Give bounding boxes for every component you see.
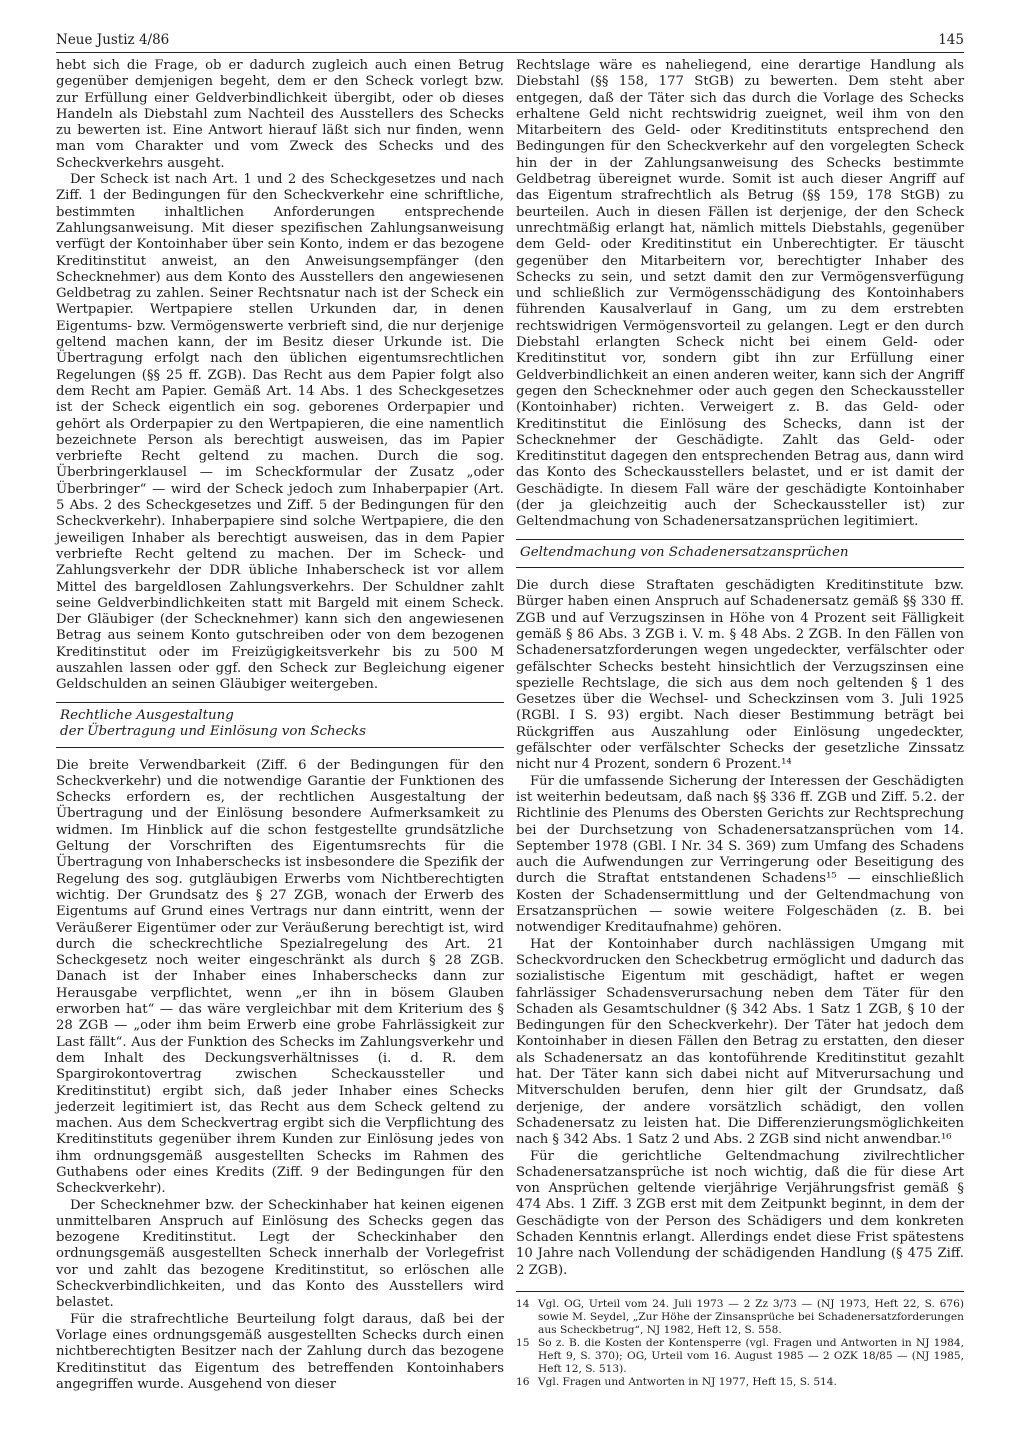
footnotes xyxy=(516,1291,964,1389)
footnote-text: So z. B. die Kosten der Kontensperre (vgl. Fragen und Antworten in NJ 1984, Heft 9, S. 370); OG, Urteil vom 16. August 1985 — 2 OZK 18/85 — (NJ 1985, Heft 12, S. 513). xyxy=(538,1336,964,1375)
paragraph: Die breite Verwendbarkeit (Ziff. 6 der Bedingungen für den Scheckverkehr) und die notwendige Garantie der Funktionen des Schecks erfordern es, der rechtlichen Ausgestaltung der Übertragung und der Einlösung besondere Aufmerksamkeit zu widmen. Im Hinblick auf die schon festgestellte grundsätzliche Geltung der Vorschriften des Eigentumsrechts für die Übertragung von Inhaberschecks ist insbesondere die Spezifik der Regelung des sog. gutgläubigen Erwerbs vom Nichtberechtigten wichtig. Der Grundsatz des § 27 ZGB, wonach der Erwerb des Eigentums auf Grund eines Vertrags nur dann eintritt, wenn der Veräußerer Eigentümer oder zur Veräußerung berechtigt ist, wird durch die scheckrechtliche Spezialregelung des Art. 21 Scheckgesetz noch weiter eingeschränkt als durch § 28 ZGB. Danach ist der Inhaber eines Inhaberschecks dann zur Herausgabe verpflichtet, wenn „er ihn in bösem Glauben erworben hat“ — das wäre vergleichbar mit dem Kriterium des § 28 ZGB — „oder ihm beim Erwerb eine grobe Fahrlässigkeit zur Last fällt“. Aus der Funktion des Schecks im Zahlungsverkehr und dem Inhalt des Deckungsverhältnisses (i. d. R. dem Spargirokontovertrag zwischen Scheckaussteller und Kreditinstitut) ergibt sich, daß jeder Inhaber eines Schecks jederzeit legitimiert ist, das Recht aus dem Scheck geltend zu machen. Aus dem Scheckvertrag ergibt sich die Verpflichtung des Kreditinstituts gegenüber ihrem Kunden zur Einlösung jedes von ihm ordnungsgemäß ausgestellten Schecks im Rahmen des Guthabens oder eines Kredits (Ziff. 9 der Bedingungen für den Scheckverkehr). xyxy=(56,757,504,1197)
paragraph: Hat der Kontoinhaber durch nachlässigen Umgang mit Scheckvordrucken den Scheckbetrug ermöglicht und dadurch das sozialistische Eigentum mit geschädigt, haftet er wegen fahrlässiger Schadensverursachung neben dem Täter für den Schaden als Gesamtschuldner (§ 342 Abs. 1 Satz 1 ZGB, § 10 der Bedingungen für den Scheckverkehr). Der Täter hat jedoch dem Kontoinhaber in diesen Fällen den Betrag zu erstatten, den dieser als Schadenersatz an das kontoführende Kreditinstitut gezahlt hat. Der Täter kann sich dabei nicht auf Mitverursachung und Mitverschulden berufen, denn hier gilt der Grundsatz, daß derjenige, der andere vorsätzlich schädigt, den vollen Schadenersatz zu leisten hat. Die Differenzierungsmöglichkeiten nach § 342 Abs. 1 Satz 2 und Abs. 2 ZGB sind nicht anwendbar.¹⁶ xyxy=(516,936,964,1148)
journal-issue: Neue Justiz 4/86 xyxy=(56,32,170,48)
footnote xyxy=(516,1376,964,1389)
paragraph: Rechtslage wäre es naheliegend, eine derartige Handlung als Diebstahl (§§ 158, 177 StGB) zu bewerten. Dem steht aber entgegen, daß der Täter sich das durch die Vorlage des Schecks erhaltene Geld nicht rechtswidrig zueignet, weil ihm von den Mitarbeitern des Geld- oder Kreditinstituts entsprechend den Bedingungen für den Scheckverkehr auf den vorgelegten Scheck hin der in der Zahlungsanweisung des Schecks bestimmte Geldbetrag übereignet wurde. Somit ist auch dieser Angriff auf das Eigentum strafrechtlich als Betrug (§§ 159, 178 StGB) zu beurteilen. Auch in diesen Fällen ist derjenige, der den Scheck unrechtmäßig erlangt hat, nämlich mittels Diebstahls, gegenüber dem Geld- oder Kreditinstitut ein Unberechtigter. Er täuscht gegenüber den Mitarbeitern vor, berechtigter Inhaber des Schecks zu sein, und setzt damit den zur Vermögensverfügung und schließlich zur Vermögensschädigung des Kontoinhabers führenden Kausalverlauf in Gang, um zu dem erstrebten rechtswidrigen Vermögensvorteil zu gelangen. Legt er den durch Diebstahl erlangten Scheck nicht bei einem Geld- oder Kreditinstitut vor, sondern gibt ihn zur Erfüllung einer Geldverbindlichkeit an einen anderen weiter, kann sich der Angriff gegen den Schecknehmer oder auch gegen den Scheckaussteller (Kontoinhaber) richten. Verweigert z. B. das Geld- oder Kreditinstitut die Einlösung des Schecks, dann ist der Schecknehmer der Geschädigte. Zahlt das Geld- oder Kreditinstitut dagegen den entsprechenden Betrag aus, dann wird das Konto des Scheckausstellers belastet, und er ist damit der Geschädigte. In diesem Fall wäre der geschädigte Kontoinhaber (der ja gleichzeitig auch der Scheckaussteller ist) zur Geltendmachung von Schadenersatzansprüchen legitimiert. xyxy=(516,58,964,530)
running-header xyxy=(56,30,964,53)
paragraph: Für die strafrechtliche Beurteilung folgt daraus, daß bei der Vorlage eines ordnungsgemäß ausgestellten Schecks durch einen nichtberechtigten Besitzer nach der Zahlung durch das bezogene Kreditinstitut das Eigentum des betreffenden Kontoinhabers angegriffen wurde. Ausgehend von dieser xyxy=(56,1311,504,1392)
section-heading-line: Rechtliche Ausgestaltung xyxy=(60,707,234,723)
section-heading-line: der Übertragung und Einlösung von Schecks xyxy=(60,724,367,740)
footnote xyxy=(516,1298,964,1337)
right-column xyxy=(516,58,964,1389)
left-column xyxy=(56,58,504,1393)
section-heading-line: Geltendmachung von Schadenersatzansprüchen xyxy=(520,544,849,560)
footnote-number: 14 xyxy=(516,1297,530,1310)
paragraph: Für die umfassende Sicherung der Interessen der Geschädigten ist weiterhin bedeutsam, daß nach §§ 336 ff. ZGB und Ziff. 5.2. der Richtlinie des Plenums des Obersten Gerichts zur Rechtsprechung bei der Durchsetzung von Schadenersatzansprüchen vom 14. September 1978 (GBl. I Nr. 34 S. 369) zum Umfang des Schadens auch die Aufwendungen zur Verringerung oder Beseitigung des durch die Straftat entstandenen Schadens¹⁵ — einschließlich Kosten der Schadensermittlung und der Geltendmachung von Ersatzansprüchen — sowie weitere Folgeschäden (z. B. bei notwendiger Kreditaufnahme) gehören. xyxy=(516,773,964,936)
footnote-number: 16 xyxy=(516,1375,530,1388)
page-number: 145 xyxy=(938,32,964,48)
footnote-number: 15 xyxy=(516,1336,530,1349)
paragraph: hebt sich die Frage, ob er dadurch zugleich auch einen Betrug gegenüber demjenigen begeht, dem er den Scheck vorlegt bzw. zur Erfüllung einer Geldverbindlichkeit übergibt, oder ob dieses Handeln als Diebstahl zum Nachteil des Ausstellers des Schecks zu bewerten ist. Eine Antwort hierauf läßt sich nur finden, wenn man vom Charakter und vom Zweck des Schecks und des Scheckverkehrs ausgeht. xyxy=(56,58,504,171)
paragraph: Die durch diese Straftaten geschädigten Kreditinstitute bzw. Bürger haben einen Anspruch auf Schadenersatz gemäß §§ 330 ff. ZGB und auf Verzugszinsen in Höhe von 4 Prozent seit Fälligkeit gemäß § 86 Abs. 3 ZGB i. V. m. § 48 Abs. 2 ZGB. In den Fällen von Schadenersatzforderungen wegen ungedeckter, verfälschter oder gefälschter Schecks besteht hinsichtlich der Verzugszinsen eine spezielle Rechtslage, die sich aus dem noch geltenden § 1 des Gesetzes über die Wechsel- und Scheckzinsen vom 3. Juli 1925 (RGBl. I S. 93) ergibt. Nach dieser Bestimmung beträgt bei Rückgriffen aus Auszahlung oder Einlösung ungedeckter, gefälschter oder verfälschter Schecks der gesetzliche Zinssatz nicht nur 4 Prozent, sondern 6 Prozent.¹⁴ xyxy=(516,578,964,773)
footnote-text: Vgl. OG, Urteil vom 24. Juli 1973 — 2 Zz 3/73 — (NJ 1973, Heft 22, S. 676) sowie M. Seydel, „Zur Höhe der Zinsansprüche bei Schadenersatzforderungen aus Scheckbetrug“, NJ 1982, Heft 12, S. 558. xyxy=(538,1297,964,1336)
section-heading-legal-design xyxy=(56,702,504,748)
footnote-text: Vgl. Fragen und Antworten in NJ 1977, Heft 15, S. 514. xyxy=(538,1375,837,1388)
paragraph: Für die gerichtliche Geltendmachung zivilrechtlicher Schadenersatzansprüche ist noch wichtig, daß die für diese Art von Ansprüchen geltende vierjährige Verjährungsfrist gemäß § 474 Abs. 1 Ziff. 3 ZGB erst mit dem Zeitpunkt beginnt, in dem der Geschädigte von der Person des Schädigers und dem konkreten Schaden Kenntnis erlangt. Allerdings endet diese Frist spätestens 10 Jahre nach Vollendung der schädigenden Handlung (§ 475 Ziff. 2 ZGB). xyxy=(516,1148,964,1278)
paragraph: Der Schecknehmer bzw. der Scheckinhaber hat keinen eigenen unmittelbaren Anspruch auf Einlösung des Schecks gegen das bezogene Kreditinstitut. Legt der Scheckinhaber den ordnungsgemäß ausgestellten Scheck innerhalb der Vorlegefrist vor und zahlt das bezogene Kreditinstitut, so erlöschen alle Scheckverbindlichkeiten, und das Konto des Ausstellers wird belastet. xyxy=(56,1197,504,1311)
footnote xyxy=(516,1337,964,1376)
paragraph: Der Scheck ist nach Art. 1 und 2 des Scheckgesetzes und nach Ziff. 1 der Bedingungen für den Scheckverkehr eine schriftliche, bestimmten inhaltlichen Anforderungen entsprechende Zahlungsanweisung. Mit dieser spezifischen Zahlungsanweisung verfügt der Kontoinhaber über sein Konto, indem er das bezogene Kreditinstitut anweist, an den Anweisungsempfänger (den Schecknehmer) aus dem Konto des Ausstellers den angewiesenen Geldbetrag zu zahlen. Seiner Rechtsnatur nach ist der Scheck ein Wertpapier. Wertpapiere stellen Urkunden dar, in denen Eigentums- bzw. Vermögenswerte verbrieft sind, die nur derjenige geltend machen kann, der im Besitz dieser Urkunde ist. Die Übertragung erfolgt nach den üblichen eigentumsrechtlichen Regelungen (§§ 25 ff. ZGB). Das Recht aus dem Papier folgt also dem Recht am Papier. Gemäß Art. 14 Abs. 1 des Scheckgesetzes ist der Scheck eigentlich ein sog. geborenes Orderpapier und gehört als Orderpapier zu den Wertpapieren, die eine namentlich bezeichnete Person als berechtigt ausweisen, das im Papier verbriefte Recht geltend zu machen. Durch die sog. Überbringerklausel — im Scheckformular der Zusatz „oder Überbringer“ — wird der Scheck jedoch zum Inhaberpapier (Art. 5 Abs. 2 des Scheckgesetzes und Ziff. 5 der Bedingungen für den Scheckverkehr). Inhaberpapiere sind solche Wertpapiere, die den jeweiligen Inhaber als berechtigt ausweisen, das in dem Papier verbriefte Recht geltend zu machen. Der im Scheck- und Zahlungsverkehr der DDR übliche Inhaberscheck ist vor allem Mittel des bargeldlosen Zahlungsverkehrs. Der Schuldner zahlt seine Geldverbindlichkeiten statt mit Bargeld mit einem Scheck. Der Gläubiger (der Schecknehmer) kann sich den angewiesenen Betrag aus seinem Konto gutschreiben oder von dem bezogenen Kreditinstitut oder im Freizügigkeitsverkehr bis zu 500 M auszahlen lassen oder ggf. den Scheck zur Begleichung eigener Geldschulden an seinen Gläubiger weitergeben. xyxy=(56,172,504,693)
section-heading-damages xyxy=(516,539,964,569)
